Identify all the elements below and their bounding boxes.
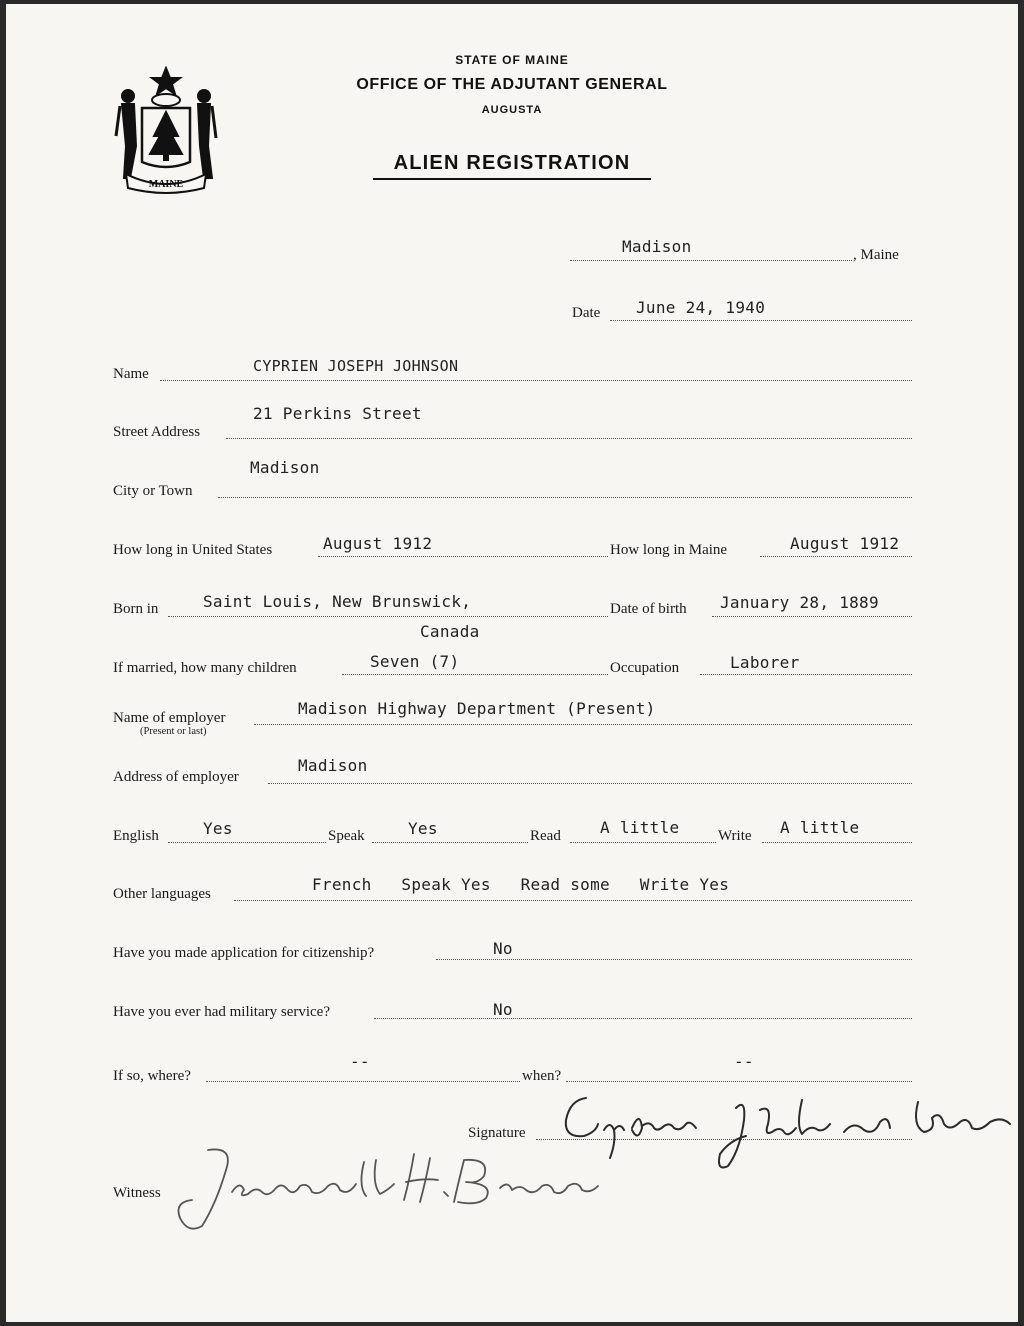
employer-sublabel: (Present or last) xyxy=(140,726,207,737)
signature-label: Signature xyxy=(468,1125,526,1141)
when-value: -- xyxy=(734,1052,754,1071)
street-line xyxy=(226,438,912,439)
write-label: Write xyxy=(718,828,752,844)
other-languages-value: French Speak Yes Read some Write Yes xyxy=(312,875,730,894)
other-languages-line xyxy=(234,900,912,901)
street-label: Street Address xyxy=(113,424,201,440)
date-label: Date xyxy=(572,305,601,321)
name-line xyxy=(160,380,912,381)
born-line xyxy=(168,616,608,617)
title-underline xyxy=(373,178,651,180)
read-value: A little xyxy=(600,818,680,837)
born-label: Born in xyxy=(113,601,159,617)
employer-address-line xyxy=(268,783,912,784)
witness-signature-image xyxy=(168,1140,608,1236)
occupation-line xyxy=(700,674,912,675)
employer-address-value: Madison xyxy=(298,756,368,775)
speak-line xyxy=(372,842,528,843)
city-heading: AUGUSTA xyxy=(481,104,543,116)
dob-line xyxy=(712,616,912,617)
form-title: ALIEN REGISTRATION xyxy=(393,152,631,174)
employer-label: Name of employer xyxy=(113,710,226,726)
town-line xyxy=(570,260,852,261)
street-value: 21 Perkins Street xyxy=(253,404,422,423)
city-label: City or Town xyxy=(113,483,193,499)
us-line xyxy=(318,556,608,557)
employer-value: Madison Highway Department (Present) xyxy=(298,699,656,718)
office-heading: OFFICE OF THE ADJUTANT GENERAL xyxy=(356,76,668,93)
where-value: -- xyxy=(350,1052,370,1071)
write-value: A little xyxy=(780,818,860,837)
date-line xyxy=(610,320,912,321)
military-label: Have you ever had military service? xyxy=(113,1004,330,1020)
english-value: Yes xyxy=(203,819,233,838)
read-line xyxy=(570,842,716,843)
maine-label: How long in Maine xyxy=(610,542,728,558)
dob-label: Date of birth xyxy=(610,601,687,617)
citizenship-label: Have you made application for citizenship? xyxy=(113,945,375,961)
military-value: No xyxy=(493,1000,513,1019)
where-line xyxy=(206,1081,520,1082)
us-value: August 1912 xyxy=(323,534,433,553)
english-label: English xyxy=(113,828,159,844)
read-label: Read xyxy=(530,828,561,844)
state-heading: STATE OF MAINE xyxy=(455,53,569,67)
city-line xyxy=(218,497,912,498)
born-value-line2: Canada xyxy=(420,622,480,641)
children-label: If married, how many children xyxy=(113,660,297,676)
occupation-value: Laborer xyxy=(730,653,800,672)
children-value: Seven (7) xyxy=(370,652,460,671)
seal-text: MAINE xyxy=(148,179,184,190)
english-line xyxy=(168,842,326,843)
where-label: If so, where? xyxy=(113,1068,191,1084)
employer-line xyxy=(254,724,912,725)
write-line xyxy=(762,842,912,843)
us-label: How long in United States xyxy=(113,542,273,558)
name-value: CYPRIEN JOSEPH JOHNSON xyxy=(253,357,459,375)
born-value: Saint Louis, New Brunswick, xyxy=(203,592,472,611)
witness-label: Witness xyxy=(113,1185,161,1201)
speak-value: Yes xyxy=(408,819,438,838)
dob-value: January 28, 1889 xyxy=(720,593,879,612)
town-suffix: , Maine xyxy=(853,247,899,263)
children-line xyxy=(342,674,608,675)
town-value: Madison xyxy=(622,237,692,256)
maine-line xyxy=(760,556,912,557)
date-value: June 24, 1940 xyxy=(636,298,766,317)
maine-value: August 1912 xyxy=(790,534,900,553)
employer-address-label: Address of employer xyxy=(113,769,239,785)
applicant-signature-image xyxy=(540,1080,1018,1176)
name-label: Name xyxy=(113,366,149,382)
citizenship-value: No xyxy=(493,939,513,958)
other-languages-label: Other languages xyxy=(113,886,211,902)
when-label: when? xyxy=(522,1068,562,1084)
citizenship-line xyxy=(436,959,912,960)
speak-label: Speak xyxy=(328,828,365,844)
city-value: Madison xyxy=(250,458,320,477)
occupation-label: Occupation xyxy=(610,660,680,676)
military-line xyxy=(374,1018,912,1019)
